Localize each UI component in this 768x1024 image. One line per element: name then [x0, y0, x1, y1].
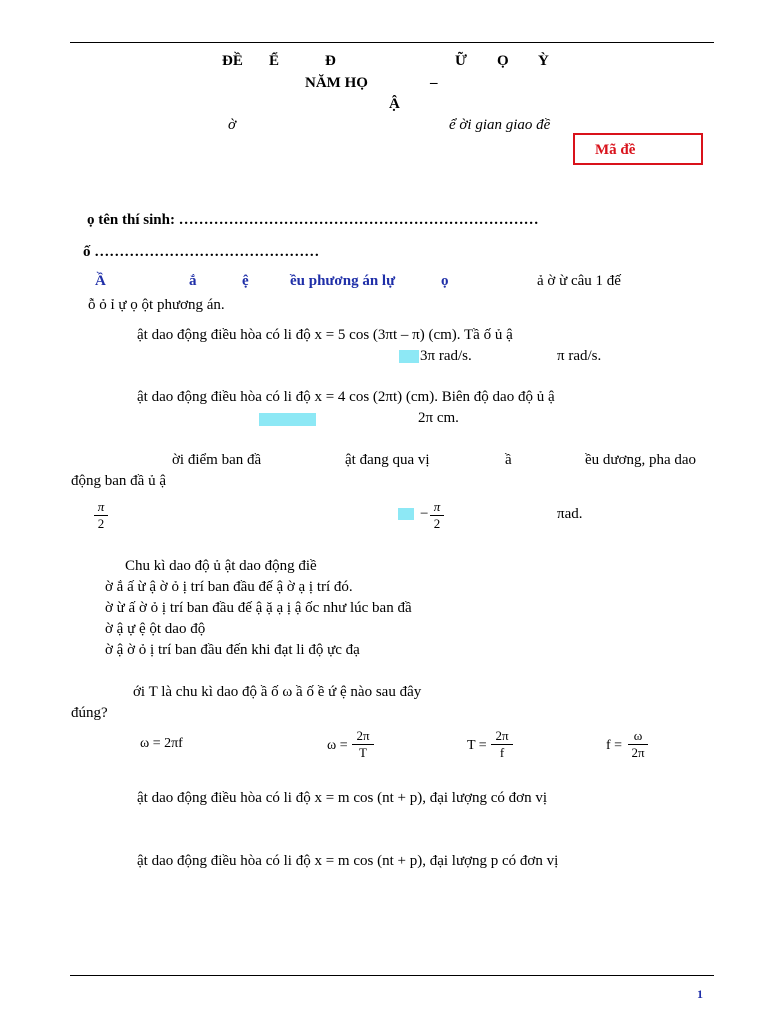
- q4-option-a: ờ ắ ấ ừ ậ ờ ỏ ị trí ban đầu đế ậ ờ ạ ị trí đó.: [105, 579, 353, 595]
- q3-fraction-a: [94, 500, 108, 531]
- q4-option-d: ờ ậ ờ ỏ ị trí ban đầu đến khi đạt li độ ực đạ: [105, 642, 360, 658]
- instructions-part4: ều phương án lự: [290, 273, 396, 289]
- q5-option-c-lhs: T =: [467, 738, 487, 753]
- q3-frac-c-den: 2: [433, 516, 441, 531]
- q1-option-d: π rad/s.: [557, 348, 602, 364]
- footer-rule: [70, 975, 714, 976]
- header-line1-word5: Ọ: [497, 53, 509, 69]
- instructions-line1-right: ả ờ ừ câu 1 đế: [537, 273, 621, 289]
- instructions-part3: ệ: [242, 273, 249, 289]
- q5-d-den: 2π: [631, 745, 645, 760]
- header-line2-text: NĂM HỌ: [305, 75, 368, 91]
- q3-text-left: ời điểm ban đầ: [172, 452, 262, 468]
- header-line1-word6: Ỳ: [538, 53, 549, 69]
- page-number: 1: [697, 987, 703, 1001]
- header-line4-right: ể ời gian giao đề: [449, 117, 551, 133]
- q5-d-num: ω: [633, 728, 643, 743]
- q3-text-right: ều dương, pha dao: [585, 452, 697, 468]
- q5-option-d-lhs: f =: [606, 738, 623, 753]
- exam-code-box: [573, 133, 703, 165]
- q5-option-c-fraction: [491, 729, 513, 760]
- header-line1-word4: Ữ: [455, 53, 467, 69]
- q4-option-b: ờ ừ ấ ờ ỏ ị trí ban đầu đế ậ ặ ạ ị ậ ốc như lúc ban đầ: [105, 600, 412, 616]
- q3-frac-c-sign: −: [420, 506, 429, 522]
- header-line3: Ậ: [389, 96, 400, 112]
- q3-highlight: [398, 508, 414, 520]
- q4-stem: Chu kì dao độ ủ ật dao động điề: [125, 558, 317, 574]
- q3-frac-a-den: 2: [97, 516, 105, 531]
- q5-stem: ới T là chu kì dao độ ầ ố ω ầ ố ề ứ ệ nào sau đây: [133, 684, 422, 700]
- q5-stem-line2: đúng?: [71, 705, 108, 721]
- q5-option-b-fraction: [352, 729, 374, 760]
- q6-text: ật dao động điều hòa có li độ x = m cos (nt + p), đại lượng có đơn vị: [137, 790, 548, 806]
- q3-fraction-c: [430, 500, 444, 531]
- q5-c-den: f: [499, 745, 505, 760]
- instructions-line2: ỗ ỏ ỉ ự ọ ột phương án.: [88, 297, 225, 313]
- exam-code-label: Mã đề: [595, 142, 636, 158]
- q3-frac-c-num: π: [433, 499, 441, 514]
- header-line2-dash: –: [430, 75, 438, 91]
- instructions-part5: ọ: [441, 273, 449, 289]
- q3-frac-a-num: π: [97, 499, 105, 514]
- q5-c-num: 2π: [495, 728, 509, 743]
- q2-text: ật dao động điều hòa có li độ x = 4 cos (2πt) (cm). Biên độ dao độ ủ ậ: [137, 389, 555, 405]
- q3-text-line2: động ban đầ ủ ậ: [71, 473, 166, 489]
- q1-option-highlighted: 3π rad/s.: [420, 348, 472, 364]
- header-line1-word3: Đ: [325, 53, 336, 69]
- q1-text: ật dao động điều hòa có li độ x = 5 cos (3πt – π) (cm). Tầ ố ủ ậ: [137, 327, 513, 343]
- header-line1-word2: Ể: [269, 53, 280, 69]
- q5-option-a: ω = 2πf: [140, 736, 183, 751]
- q5-b-num: 2π: [356, 728, 370, 743]
- instructions-part2: ắ: [189, 273, 197, 289]
- instructions-part1: Ầ: [95, 273, 106, 289]
- q3-text-mid2: ầ: [505, 452, 512, 468]
- top-rule: [70, 42, 714, 43]
- student-name-line: ọ tên thí sinh: ………………………………………………………………: [87, 212, 539, 228]
- q3-option-d: πad.: [557, 506, 583, 522]
- q1-highlight: [399, 350, 419, 363]
- q5-b-den: T: [359, 745, 367, 760]
- student-id-line: ố ………………………………………: [83, 244, 320, 260]
- q5-option-b-lhs: ω =: [327, 738, 348, 753]
- q3-text-mid1: ật đang qua vị: [345, 452, 430, 468]
- q5-option-d-fraction: [628, 729, 648, 760]
- q2-highlight: [259, 413, 316, 426]
- q2-option-c: 2π cm.: [418, 410, 459, 426]
- q4-option-c: ờ ậ ự ệ ột dao độ: [105, 621, 206, 637]
- q7-text: ật dao động điều hòa có li độ x = m cos (nt + p), đại lượng p có đơn vị: [137, 853, 559, 869]
- header-line1-word1: ĐỀ: [222, 53, 243, 69]
- header-line4-left: ờ: [228, 117, 237, 133]
